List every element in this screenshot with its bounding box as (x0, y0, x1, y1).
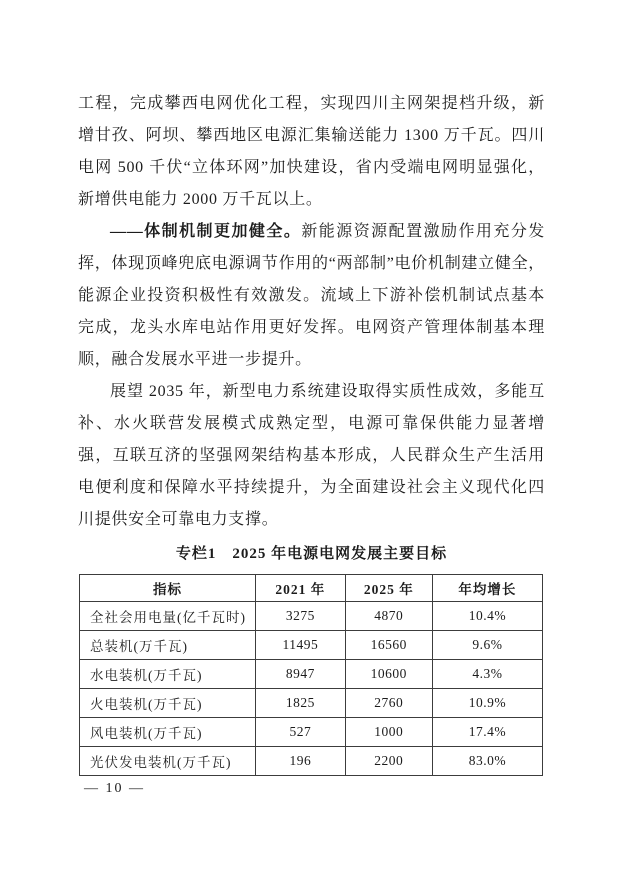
table-row-electricity-consumption (80, 602, 543, 631)
table-cell: 火电装机(万千瓦) (80, 689, 256, 718)
power-targets-table (79, 574, 543, 776)
paragraph-mechanism-lead: ——体制机制更加健全。 (110, 223, 302, 240)
table-header-row (80, 575, 543, 602)
table-cell: 水电装机(万千瓦) (80, 660, 256, 689)
table-title: 专栏1 2025 年电源电网发展主要目标 (175, 546, 448, 562)
table-cell: 196 (255, 747, 345, 776)
table-cell: 风电装机(万千瓦) (80, 718, 256, 747)
table-cell: 10.4% (432, 602, 542, 631)
table-row-solar (80, 747, 543, 776)
text-block (78, 88, 545, 776)
table-row-thermal (80, 689, 543, 718)
table-cell: 10.9% (432, 689, 542, 718)
paragraph-grid-continuation: 工程，完成攀西电网优化工程，实现四川主网架提档升级，新增甘孜、阿坝、攀西地区电源汇集输送能力 1300 万千瓦。四川电网 500 千伏“立体环网”加快建设，省内受端电网明显强化，新增供电能力 2000 万千瓦以上。 (78, 95, 545, 208)
table-cell: 9.6% (432, 631, 542, 660)
table-cell: 4870 (345, 602, 432, 631)
paragraph-mechanism-text: 新能源资源配置激励作用充分发挥，体现顶峰兜底电源调节作用的“两部制”电价机制建立健全，能源企业投资积极性有效激发。流域上下游补偿机制试点基本完成，龙头水库电站作用更好发挥。电网资产管理体制基本理顺，融合发展水平进一步提升。 (78, 223, 545, 368)
table-cell: 10600 (345, 660, 432, 689)
header-annual-growth: 年均增长 (432, 575, 542, 602)
table-cell: 1825 (255, 689, 345, 718)
table-cell: 17.4% (432, 718, 542, 747)
header-2021: 2021 年 (255, 575, 345, 602)
paragraph-outlook-2035: 展望 2035 年，新型电力系统建设取得实质性成效，多能互补、水火联营发展模式成熟定型，电源可靠保供能力显著增强，互联互济的坚强网架结构基本形成，人民群众生产生活用电便利度和保障水平持续提升，为全面建设社会主义现代化四川提供安全可靠电力支撑。 (78, 383, 545, 528)
table-row-total-installed (80, 631, 543, 660)
page-number: — 10 — (84, 781, 145, 796)
table-cell: 全社会用电量(亿千瓦时) (80, 602, 256, 631)
table-cell: 11495 (255, 631, 345, 660)
table-cell: 2760 (345, 689, 432, 718)
header-2025: 2025 年 (345, 575, 432, 602)
table-cell: 总装机(万千瓦) (80, 631, 256, 660)
table-cell: 光伏发电装机(万千瓦) (80, 747, 256, 776)
table-cell: 3275 (255, 602, 345, 631)
table-cell: 1000 (345, 718, 432, 747)
table-cell: 16560 (345, 631, 432, 660)
table-cell: 2200 (345, 747, 432, 776)
table-cell: 4.3% (432, 660, 542, 689)
table-cell: 527 (255, 718, 345, 747)
table-row-wind (80, 718, 543, 747)
table-row-hydro (80, 660, 543, 689)
table-cell: 83.0% (432, 747, 542, 776)
table-cell: 8947 (255, 660, 345, 689)
paragraph-mechanism (78, 216, 545, 376)
header-indicator: 指标 (80, 575, 256, 602)
